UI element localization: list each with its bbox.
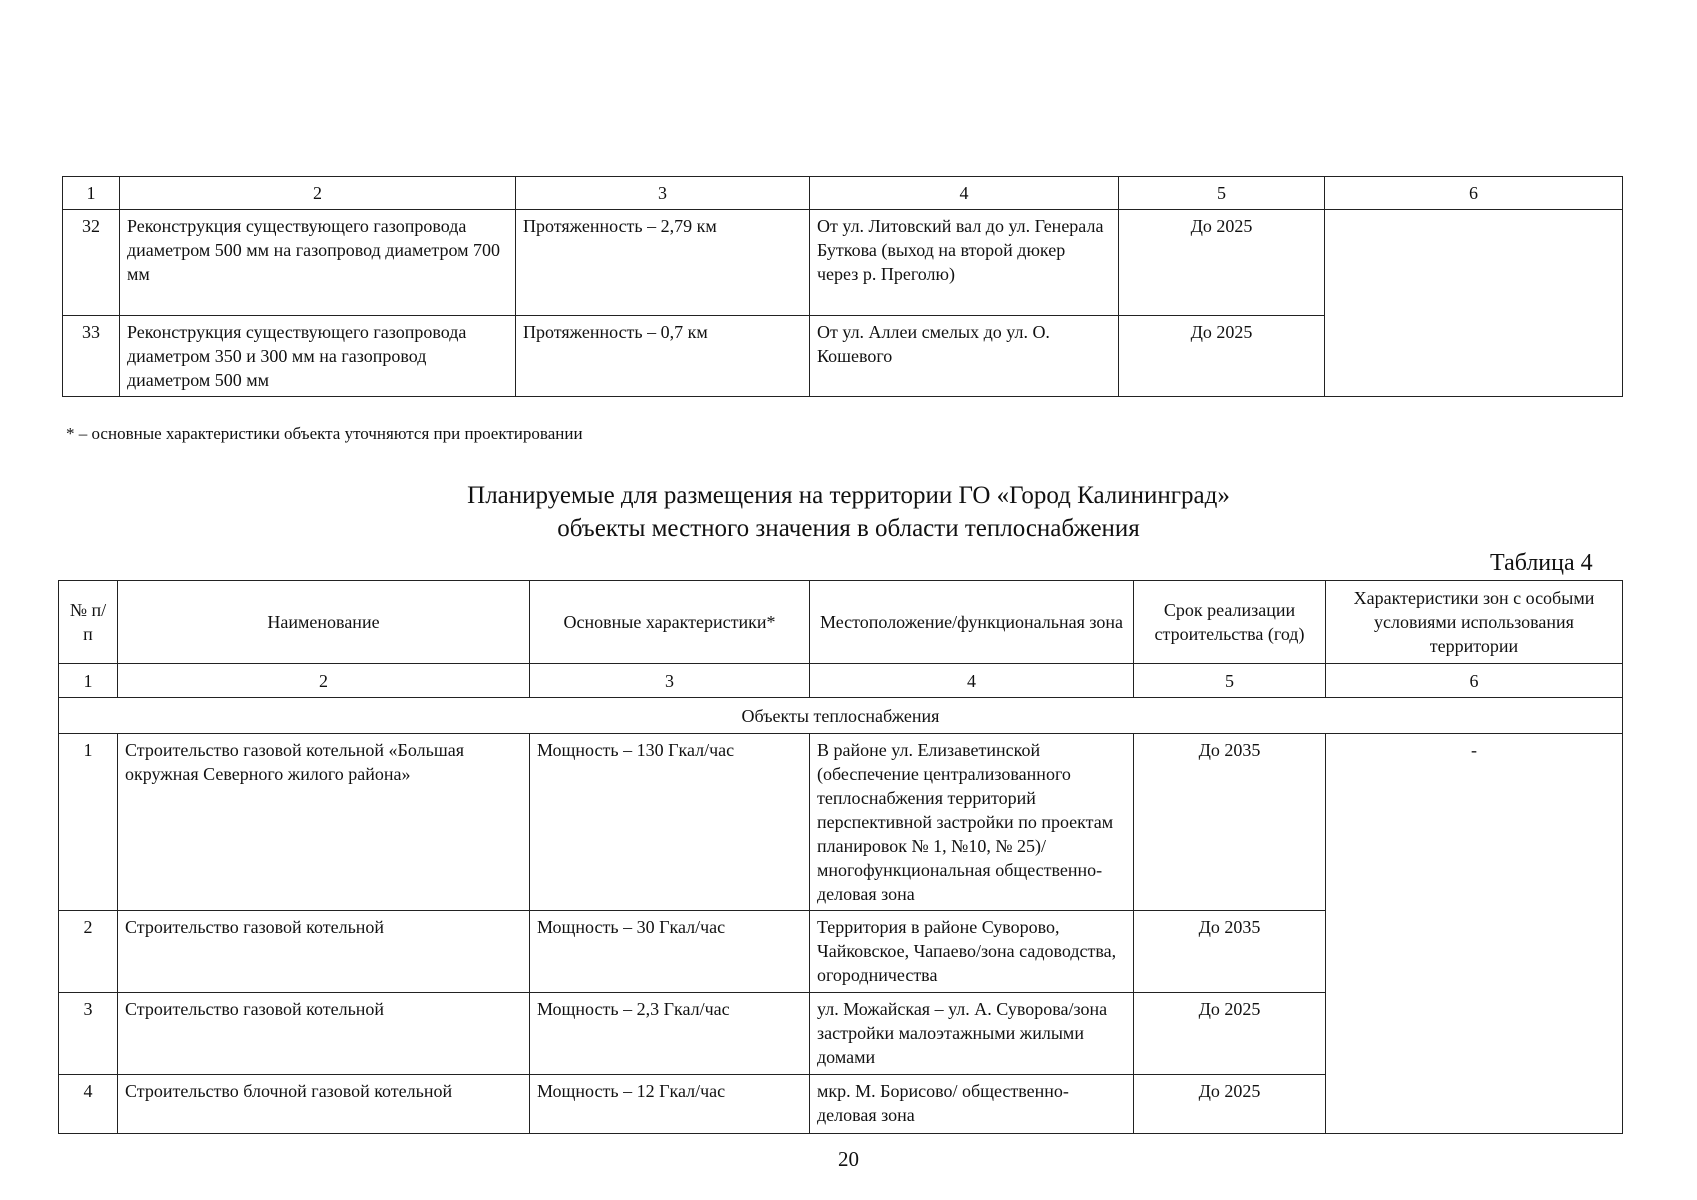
zones-value: - [1326, 734, 1623, 1134]
object-characteristics: Мощность – 130 Гкал/час [530, 734, 810, 911]
object-location: мкр. М. Борисово/ общественно-деловая зона [810, 1075, 1134, 1134]
object-name: Строительство блочной газовой котельной [118, 1075, 530, 1134]
column-numbers-row [59, 664, 1623, 698]
object-location: От ул. Литовский вал до ул. Генерала Буткова (выход на второй дюкер через р. Преголю) [810, 210, 1119, 316]
page-title-line-2: объекты местного значения в области теплоснабжения [557, 515, 1140, 542]
column-number: 5 [1134, 664, 1326, 698]
section-title: Объекты теплоснабжения [59, 698, 1623, 734]
header-name: Наименование [118, 581, 530, 664]
object-location: От ул. Аллеи смелых до ул. О. Кошевого [810, 316, 1119, 397]
column-number: 3 [530, 664, 810, 698]
column-number: 6 [1325, 177, 1623, 210]
header-zones: Характеристики зон с особыми условиями использования территории [1326, 581, 1623, 664]
column-number: 4 [810, 664, 1134, 698]
table-row [63, 210, 1623, 316]
object-name: Строительство газовой котельной [118, 911, 530, 993]
header-characteristics: Основные характеристики* [530, 581, 810, 664]
row-number: 33 [63, 316, 120, 397]
object-location: ул. Можайская – ул. А. Суворова/зона застройки малоэтажными жилыми домами [810, 993, 1134, 1075]
column-number: 5 [1119, 177, 1325, 210]
row-number: 32 [63, 210, 120, 316]
object-term: До 2025 [1119, 316, 1325, 397]
page-number: 20 [838, 1147, 859, 1171]
footnote: * – основные характеристики объекта уточняются при проектировании [66, 424, 583, 443]
object-location: В районе ул. Елизаветинской (обеспечение централизованного теплоснабжения территорий перспективной застройки по проектам планировок № 1, №10, № 25)/многофункциональная общественно-деловая зона [810, 734, 1134, 911]
object-name: Реконструкция существующего газопровода диаметром 500 мм на газопровод диаметром 700 мм [120, 210, 516, 316]
header-row [59, 581, 1623, 664]
object-term: До 2035 [1134, 734, 1326, 911]
object-name: Реконструкция существующего газопровода диаметром 350 и 300 мм на газопровод диаметром 500 мм [120, 316, 516, 397]
column-number: 3 [516, 177, 810, 210]
object-characteristics: Мощность – 12 Гкал/час [530, 1075, 810, 1134]
row-number: 1 [59, 734, 118, 911]
object-characteristics: Протяженность – 0,7 км [516, 316, 810, 397]
header-number: № п/п [59, 581, 118, 664]
continued-table [62, 176, 1623, 397]
object-location: Территория в районе Суворово, Чайковское, Чапаево/зона садоводства, огородничества [810, 911, 1134, 993]
column-number: 2 [120, 177, 516, 210]
page-title-line-1: Планируемые для размещения на территории ГО «Город Калининград» [467, 482, 1230, 509]
object-term: До 2025 [1134, 1075, 1326, 1134]
section-row [59, 698, 1623, 734]
object-term: До 2025 [1119, 210, 1325, 316]
column-number: 4 [810, 177, 1119, 210]
column-number: 1 [63, 177, 120, 210]
row-number: 3 [59, 993, 118, 1075]
column-numbers-row [63, 177, 1623, 210]
object-characteristics: Мощность – 2,3 Гкал/час [530, 993, 810, 1075]
heat-supply-table [58, 580, 1623, 1134]
object-term: До 2035 [1134, 911, 1326, 993]
column-number: 2 [118, 664, 530, 698]
row-number: 4 [59, 1075, 118, 1134]
column-number: 1 [59, 664, 118, 698]
table-row [59, 734, 1623, 911]
table-label: Таблица 4 [1490, 550, 1593, 576]
object-characteristics: Мощность – 30 Гкал/час [530, 911, 810, 993]
object-term: До 2025 [1134, 993, 1326, 1075]
object-characteristics: Протяженность – 2,79 км [516, 210, 810, 316]
header-location: Местоположение/функциональная зона [810, 581, 1134, 664]
object-name: Строительство газовой котельной [118, 993, 530, 1075]
column-number: 6 [1326, 664, 1623, 698]
zones-cell [1325, 210, 1623, 397]
header-term: Срок реализации строительства (год) [1134, 581, 1326, 664]
object-name: Строительство газовой котельной «Большая окружная Северного жилого района» [118, 734, 530, 911]
row-number: 2 [59, 911, 118, 993]
